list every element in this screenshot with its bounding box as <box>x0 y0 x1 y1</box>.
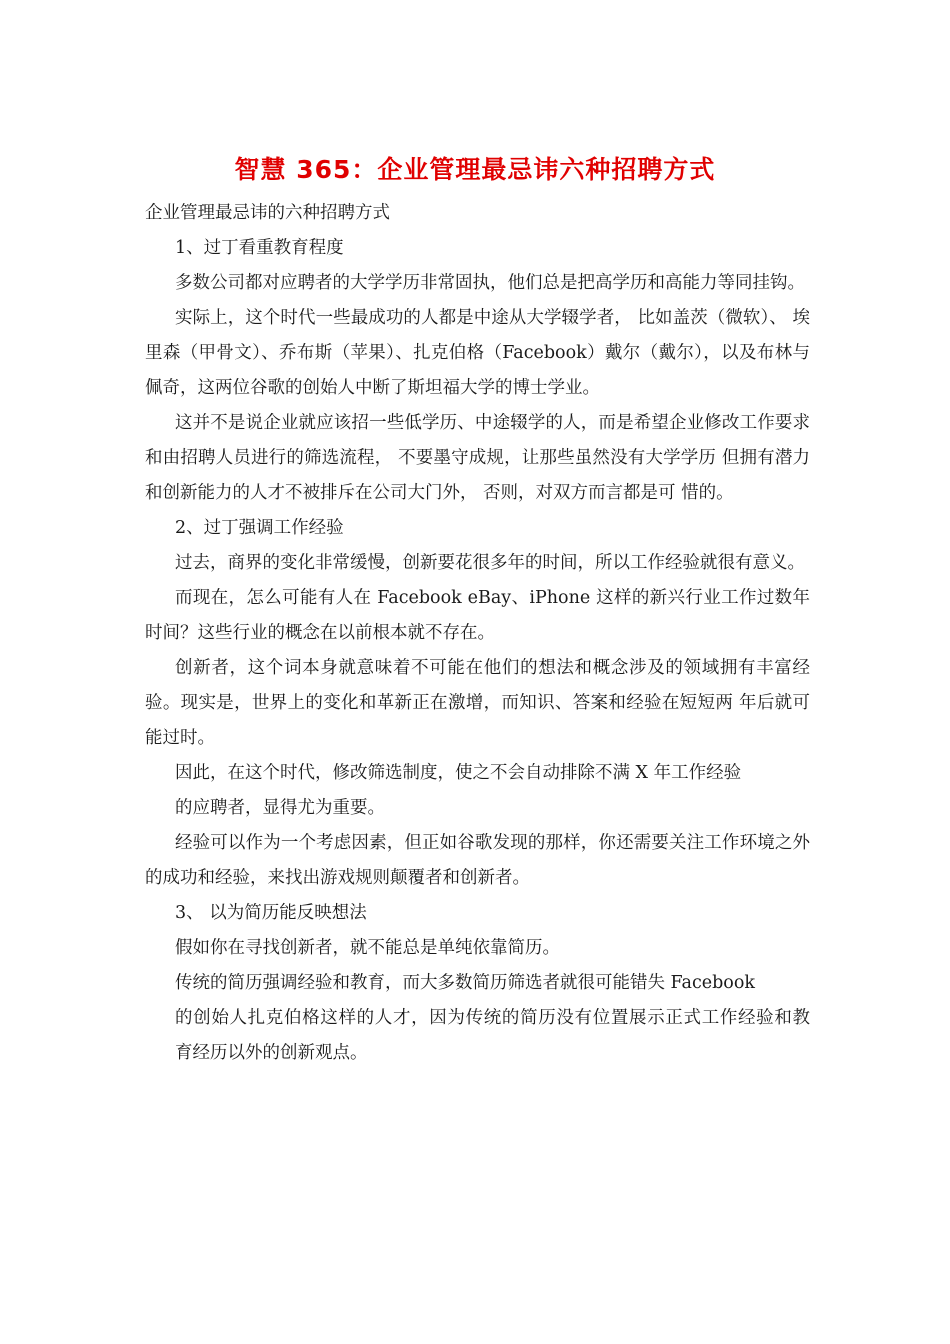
body-paragraph: 的应聘者，显得尤为重要。 <box>175 798 385 818</box>
body-paragraph: 而现在，怎么可能有人在 Facebook eBay、iPhone 这样的新兴行业工作过数年时间？这些行业的概念在以前根本就不存在。 <box>145 588 810 643</box>
body-paragraph: 多数公司都对应聘者的大学学历非常固执，他们总是把高学历和高能力等同挂钩。 <box>175 273 805 293</box>
section-heading-3: 3、 以为简历能反映想法 <box>175 903 367 923</box>
body-paragraph: 实际上，这个时代一些最成功的人都是中途从大学辍学者， 比如盖茨（微软）、 埃里森（甲骨文）、乔布斯（苹果）、扎克伯格（Facebook）戴尔（戴尔），以及布林与 佩奇，这两位谷歌的创始人中断了斯坦福大学的博士学业。 <box>145 308 810 398</box>
body-paragraph: 的创始人扎克伯格这样的人才，因为传统的简历没有位置展示正式工作经验和教 育经历以外的创新观点。 <box>175 1008 810 1063</box>
body-paragraph: 因此，在这个时代，修改筛选制度，使之不会自动排除不满 X 年工作经验 <box>175 763 742 783</box>
body-paragraph: 经验可以作为一个考虑因素，但正如谷歌发现的那样，你还需要关注工作环境之外的成功和经验，来找出游戏规则颠覆者和创新者。 <box>145 833 810 888</box>
subtitle-paragraph: 企业管理最忌讳的六种招聘方式 <box>145 203 390 223</box>
body-paragraph: 过去，商界的变化非常缓慢，创新要花很多年的时间，所以工作经验就很有意义。 <box>175 553 805 573</box>
body-paragraph: 这并不是说企业就应该招一些低学历、中途辍学的人，而是希望企业修改工作要求和由招聘人员进行的筛选流程， 不要墨守成规，让那些虽然没有大学学历 但拥有潜力和创新能力的人才不被排斥在公司大门外， 否则，对双方而言都是可 惜的。 <box>145 413 810 503</box>
body-paragraph: 传统的简历强调经验和教育，而大多数简历筛选者就很可能错失 Facebook <box>175 973 755 993</box>
body-paragraph: 创新者，这个词本身就意味着不可能在他们的想法和概念涉及的领域拥有丰富经验。现实是，世界上的变化和革新正在激增，而知识、答案和经验在短短两 年后就可能过时。 <box>145 658 810 748</box>
section-heading-1: 1、过丁看重教育程度 <box>175 238 344 258</box>
section-heading-2: 2、过丁强调工作经验 <box>175 518 344 538</box>
document-body <box>145 196 810 1071</box>
body-paragraph: 假如你在寻找创新者，就不能总是单纯依靠简历。 <box>175 938 560 958</box>
document-title: 智慧 365：企业管理最忌讳六种招聘方式 <box>234 155 716 184</box>
